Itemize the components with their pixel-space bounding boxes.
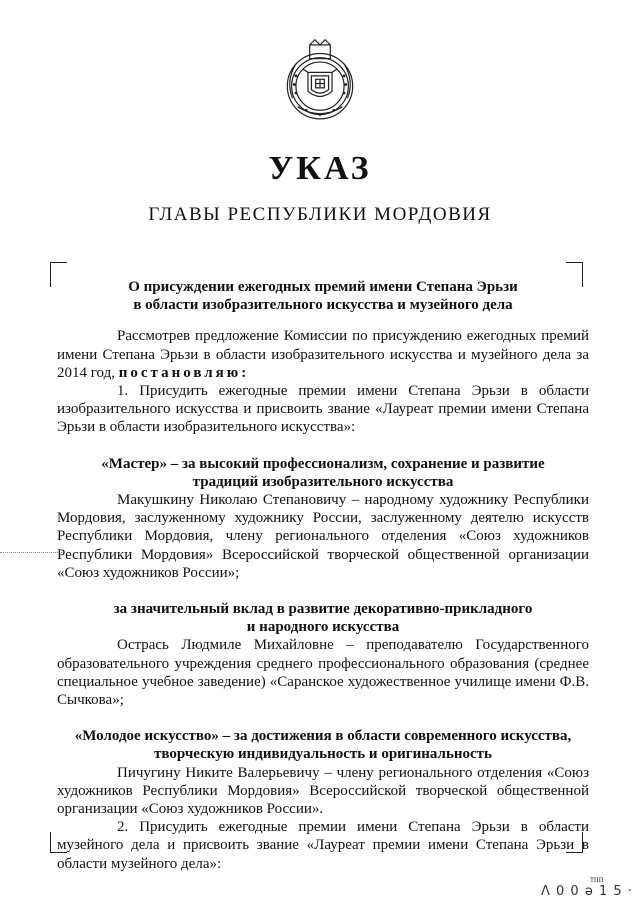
section-3-heading-line-2: творческую индивидуальность и оригинальность (154, 746, 492, 763)
section-3-heading-line-1: «Молодое искусство» – за достижения в области современного искусства, (74, 728, 572, 745)
document-subtitle: ГЛАВЫ РЕСПУБЛИКИ МОРДОВИЯ (148, 204, 492, 225)
section-1-paragraph: Макушкину Николаю Степановичу – народному художнику Республики Мордовия, заслуженному художнику России, заслуженному деятелю искусств Республики Мордовия, члену регионального отделения «Союз художников Республики Мордовия» Всероссийской творческой общественной организации «Союз художников России»; (57, 492, 589, 581)
item-2-paragraph: 2. Присудить ежегодные премии имени Степана Эрьзи в области музейного дела и присвоить звание «Лауреат премии имени Степана Эрьзи в области музейного дела»: (57, 819, 589, 872)
document-body (57, 278, 589, 873)
item-1-paragraph: 1. Присудить ежегодные премии имени Степана Эрьзи в области изобразительного искусства и присвоить звание «Лауреат премии имени Степана Эрьзи в области изобразительного искусства»: (57, 383, 589, 436)
intro-text: Рассмотрев предложение Комиссии по присуждению ежегодных премий имени Степана Эрьзи в области изобразительного искусства и музейного дела за 2014 год, (57, 328, 589, 381)
section-2-heading-line-1: за значительный вклад в развитие декоративно-прикладного (113, 601, 533, 618)
document-title: УКАЗ (268, 150, 372, 187)
intro-keyword: постановляю: (118, 364, 250, 381)
decree-heading-line-2: в области изобразительного искусства и музейного дела (133, 297, 513, 314)
intro-paragraph (57, 327, 589, 382)
scan-artifact (0, 552, 62, 557)
decree-heading-line-1: О присуждении ежегодных премий имени Степана Эрьзи (128, 279, 518, 295)
section-2-paragraph: Острась Людмиле Михайловне – преподавателю Государственного образовательного учреждения среднего профессионального образования (среднее специальное учебное заведение) «Саранское художественное училище имени Ф.В. Сычкова»; (57, 637, 589, 709)
section-2-heading-line-2: и народного искусства (246, 619, 400, 636)
section-1-heading-line-2: традиций изобразительного искусства (192, 473, 454, 490)
page-mark-small: тпп (590, 874, 604, 884)
page-code: Ʌ 0 0 ə 1 5 · (541, 884, 633, 899)
section-1-heading-line-1: «Мастер» – за высокий профессионализм, сохранение и развитие (101, 455, 545, 472)
coat-of-arms-icon (277, 38, 363, 124)
section-3-paragraph: Пичугину Никите Валерьевичу – члену регионального отделения «Союз художников Республики Мордовия» Всероссийской творческой общественной организации «Союз художников России». (57, 764, 589, 818)
